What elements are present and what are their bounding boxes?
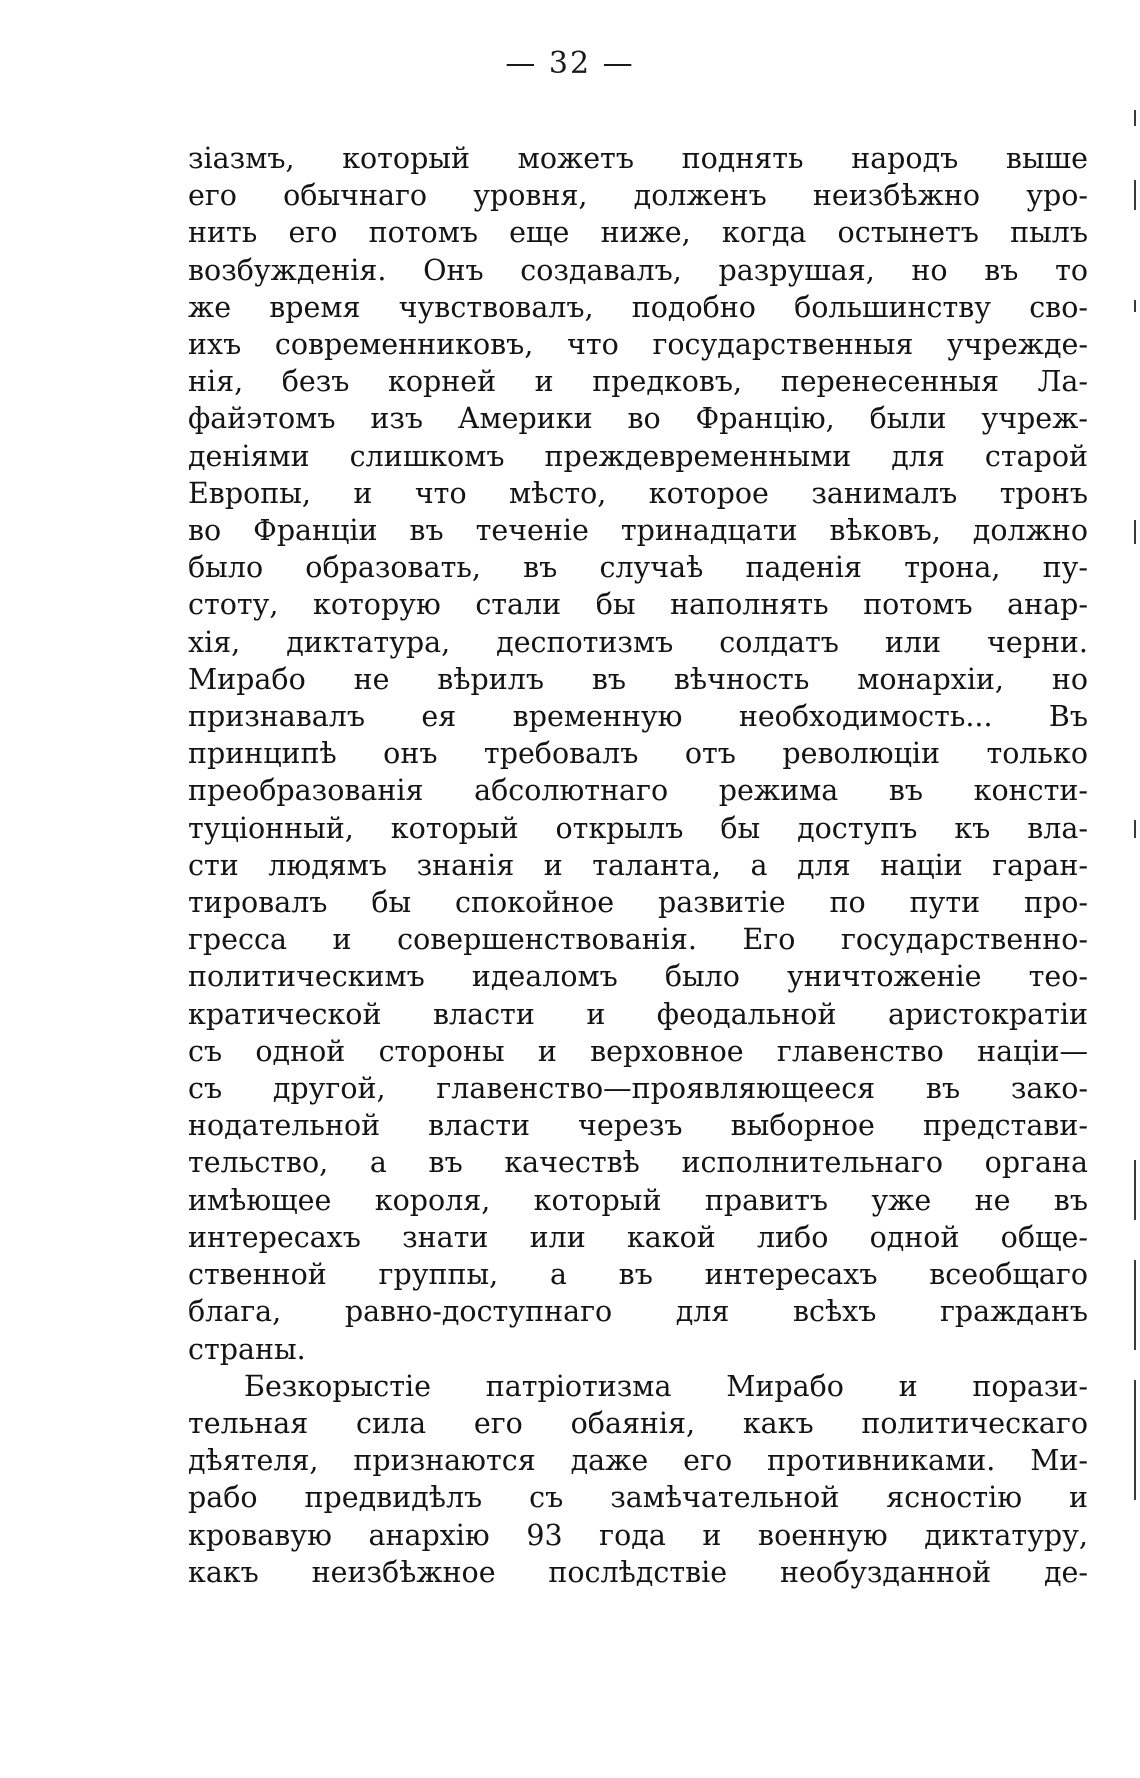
text-line: тельная сила его обаянія, какъ политическаго <box>188 1406 1088 1440</box>
text-line: политическимъ идеаломъ было уничтоженіе тео- <box>188 960 1088 994</box>
text-line: какъ неизбѣжное послѣдствіе необузданной де- <box>188 1555 1088 1589</box>
text-line: тельство, а въ качествѣ исполнительнаго органа <box>188 1146 1088 1180</box>
text-line: принципѣ онъ требовалъ отъ революціи только <box>188 737 1088 771</box>
text-line: туціонный, который открылъ бы доступъ къ вла- <box>188 811 1088 845</box>
edge-mark <box>1134 820 1136 838</box>
text-line: гресса и совершенствованія. Его государственно- <box>188 923 1088 957</box>
text-line: дѣятеля, признаются даже его противниками. Ми- <box>188 1444 1088 1478</box>
text-line: кровавую анархію 93 года и военную диктатуру, <box>188 1518 1088 1552</box>
paragraph-1 <box>188 140 1088 1368</box>
text-line: тировалъ бы спокойное развитіе по пути про- <box>188 886 1088 920</box>
text-line: его обычнаго уровня, долженъ неизбѣжно уро- <box>188 179 1088 213</box>
text-line: страны. <box>188 1332 306 1366</box>
text-line: зіазмъ, который можетъ поднять народъ выше <box>188 142 1088 175</box>
paragraph-2 <box>188 1368 1088 1591</box>
text-line: съ другой, главенство—проявляющееся въ зако- <box>188 1072 1088 1106</box>
text-line: имѣющее короля, который правитъ уже не въ <box>188 1183 1088 1217</box>
page-number: — 32 — <box>505 46 635 81</box>
edge-mark <box>1134 180 1136 210</box>
text-line: стоту, которую стали бы наполнять потомъ анар- <box>188 588 1088 622</box>
text-line: признавалъ ея временную необходимость... Въ <box>188 700 1088 734</box>
text-line: нодательной власти черезъ выборное представи- <box>188 1109 1088 1143</box>
text-line: блага, равно-доступнаго для всѣхъ гражданъ <box>188 1295 1088 1329</box>
text-line: деніями слишкомъ преждевременными для старой <box>188 439 1088 473</box>
text-line: во Франціи въ теченіе тринадцати вѣковъ, должно <box>188 514 1088 548</box>
text-line: рабо предвидѣлъ съ замѣчательной ясностію и <box>188 1481 1088 1515</box>
text-line: сти людямъ знанія и таланта, а для націи гаран- <box>188 848 1088 882</box>
text-line: кратической власти и феодальной аристократіи <box>188 997 1088 1031</box>
edge-mark <box>1134 520 1136 544</box>
edge-mark <box>1134 1380 1136 1500</box>
text-line: съ одной стороны и верховное главенство націи— <box>188 1034 1088 1068</box>
edge-mark <box>1134 1160 1136 1220</box>
text-line: Безкорыстіе патріотизма Мирабо и порази- <box>244 1369 1088 1403</box>
edge-mark <box>1134 300 1136 312</box>
text-line: интересахъ знати или какой либо одной обще- <box>188 1220 1088 1254</box>
text-line: Европы, и что мѣсто, которое занималъ тронъ <box>188 476 1088 510</box>
text-line: ственной группы, а въ интересахъ всеобщаго <box>188 1258 1088 1292</box>
page-edge-marks <box>1126 0 1140 1778</box>
text-line: же время чувствовалъ, подобно большинству сво- <box>188 290 1088 324</box>
text-line: преобразованія абсолютнаго режима въ консти- <box>188 774 1088 808</box>
body-text <box>188 140 1088 1591</box>
edge-mark <box>1134 1260 1136 1350</box>
text-line: файэтомъ изъ Америки во Францію, были учреж- <box>188 402 1088 436</box>
text-line: хія, диктатура, деспотизмъ солдатъ или черни. <box>188 625 1088 659</box>
text-line: ихъ современниковъ, что государственныя учрежде- <box>188 328 1088 362</box>
edge-mark <box>1134 110 1136 126</box>
text-line: нія, безъ корней и предковъ, перенесенныя Ла- <box>188 365 1088 399</box>
text-line: нить его потомъ еще ниже, когда остынетъ пылъ <box>188 216 1088 250</box>
text-line: возбужденія. Онъ создавалъ, разрушая, но въ то <box>188 253 1088 287</box>
text-line: было образовать, въ случаѣ паденія трона, пу- <box>188 551 1088 585</box>
text-line: Мирабо не вѣрилъ въ вѣчность монархіи, но <box>188 662 1088 696</box>
